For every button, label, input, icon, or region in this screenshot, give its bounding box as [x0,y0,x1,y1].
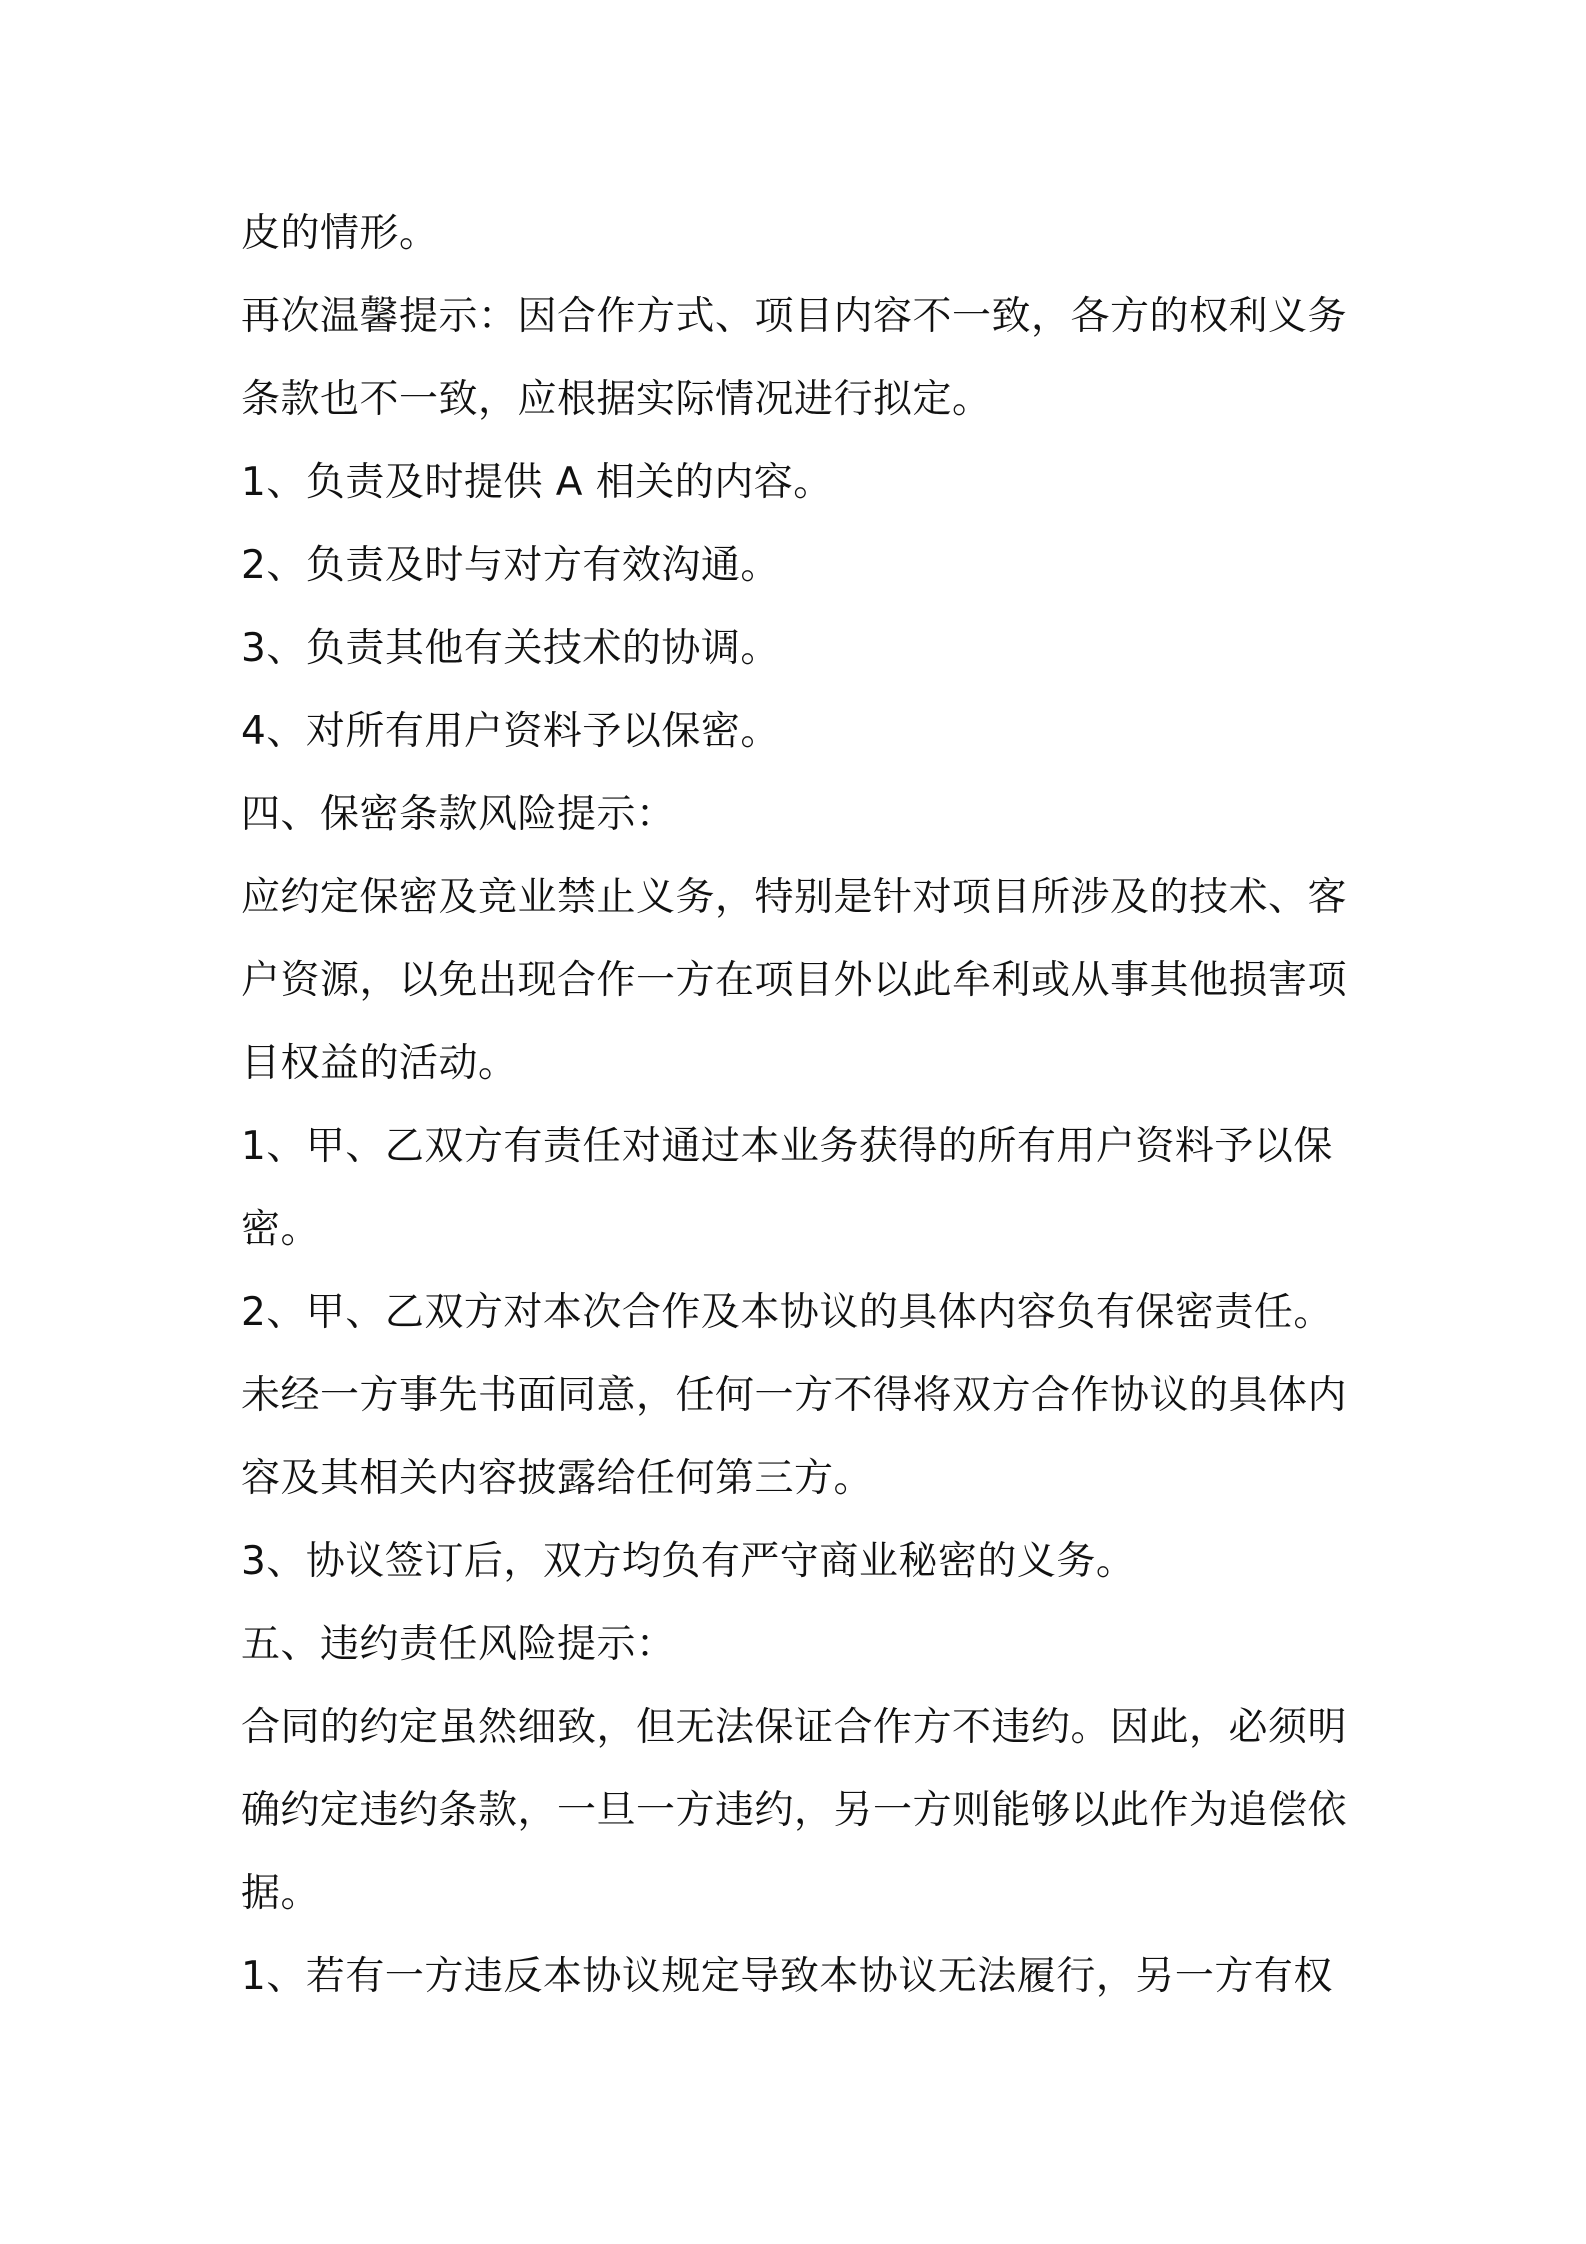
list-item: 4、对所有用户资料予以保密。 [241,709,780,754]
section-heading: 五、违约责任风险提示： [241,1622,676,1667]
text-line: 合同的约定虽然细致，但无法保证合作方不违约。因此，必须明 [241,1705,1348,1750]
list-item: 3、协议签订后，双方均负有严守商业秘密的义务。 [241,1539,1136,1584]
document-body [241,192,1361,2018]
list-item: 1、若有一方违反本协议规定导致本协议无法履行，另一方有权 [241,1954,1333,1999]
text-line: 确约定违约条款，一旦一方违约，另一方则能够以此作为追偿依 [241,1788,1348,1833]
section-heading: 四、保密条款风险提示： [241,792,676,837]
text-line: 条款也不一致，应根据实际情况进行拟定。 [241,377,992,422]
text-line: 皮的情形。 [241,211,439,256]
list-item: 1、甲、乙双方有责任对通过本业务获得的所有用户资料予以保 [241,1124,1333,1169]
text-line: 未经一方事先书面同意，任何一方不得将双方合作协议的具体内 [241,1373,1348,1418]
text-line: 据。 [241,1871,321,1916]
text-line: 户资源，以免出现合作一方在项目外以此牟利或从事其他损害项 [241,958,1348,1003]
text-line: 容及其相关内容披露给任何第三方。 [241,1456,874,1501]
text-line: 再次温馨提示：因合作方式、项目内容不一致，各方的权利义务 [241,294,1348,339]
list-item: 2、负责及时与对方有效沟通。 [241,543,780,588]
text-line: 目权益的活动。 [241,1041,518,1086]
text-line: 密。 [241,1207,321,1252]
list-item: 3、负责其他有关技术的协调。 [241,626,780,671]
list-item: 2、甲、乙双方对本次合作及本协议的具体内容负有保密责任。 [241,1290,1333,1335]
list-item: 1、负责及时提供 A 相关的内容。 [241,460,833,505]
text-line: 应约定保密及竞业禁止义务，特别是针对项目所涉及的技术、客 [241,875,1348,920]
